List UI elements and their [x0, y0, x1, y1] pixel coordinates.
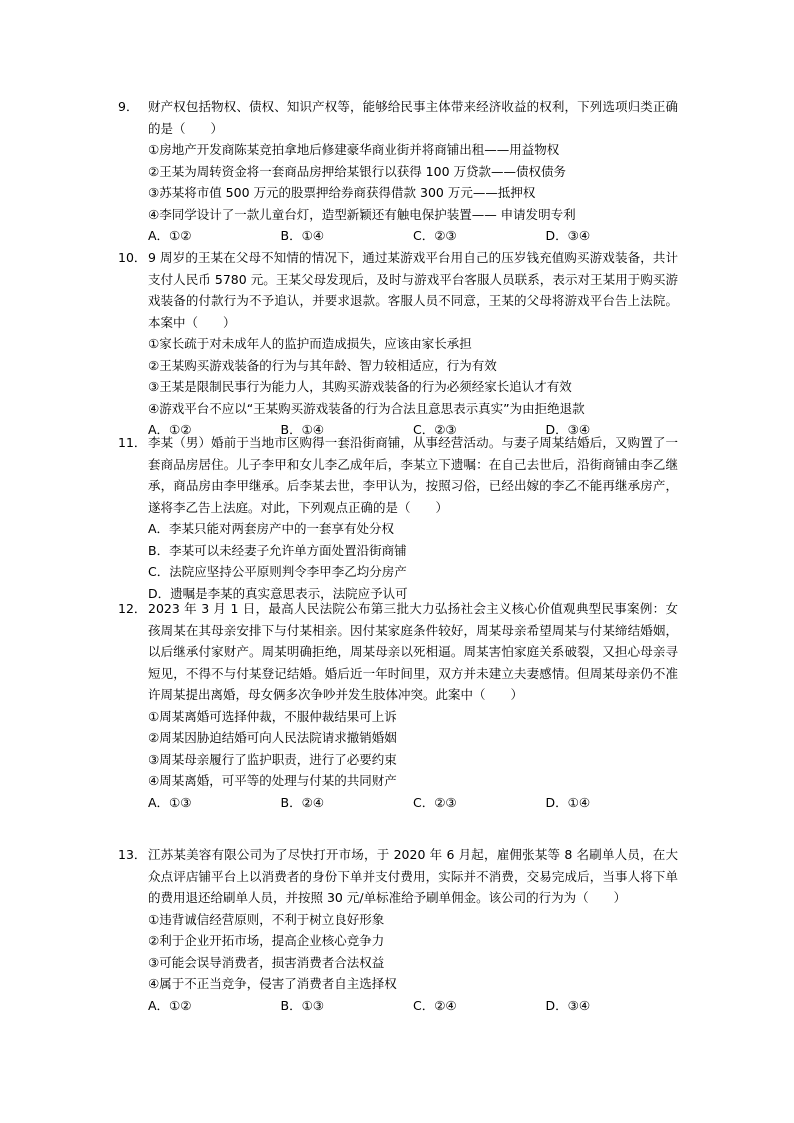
question-stem [118, 844, 678, 909]
option-item: ②王某购买游戏装备的行为与其年龄、智力较相适应，行为有效 [148, 357, 497, 373]
choice-d: D．③④ [545, 228, 591, 243]
answer-choices [118, 792, 678, 814]
option-item: A．李某只能对两套房产中的一套享有处分权 [148, 521, 395, 536]
choice-d: D．③④ [545, 422, 591, 437]
question-text: 江苏某美容有限公司为了尽快打开市场，于 2020 年 6 月起，雇佣张某等 8 名刷单人员，在大众点评店铺平台上以消费者的身份下单并支付费用，实际并不消费，交易完成后，当事人将下单的费用退还给刷单人员，并按照 30 元/单标准给予刷单佣金。该公司的行为为（ ） [148, 847, 678, 905]
option-item: ④属于不正当竞争，侵害了消费者自主选择权 [148, 976, 397, 991]
option-item: ①周某离婚可选择仲裁，不服仲裁结果可上诉 [148, 708, 397, 724]
choice-c: C．②③ [413, 422, 457, 437]
choice-d: D．③④ [545, 997, 591, 1013]
question-12 [118, 598, 678, 813]
option-item: ④周某离婚，可平等的处理与付某的共同财产 [148, 773, 397, 788]
question-stem [118, 598, 678, 706]
question-11 [118, 432, 678, 604]
answer-choices [118, 995, 678, 1017]
option-item: ①家长疏于对未成年人的监护而造成损失，应该由家长承担 [148, 336, 472, 351]
option-item: ②利于企业开拓市场，提高企业核心竞争力 [148, 933, 385, 948]
question-text: 9 周岁的王某在父母不知情的情况下，通过某游戏平台用自己的压岁钱充值购买游戏装备，共计支付人民币 5780 元。王某父母发现后，及时与游戏平台客服人员联系，表示对王某用于购买游戏装备的付款行为不予追认，并要求退款。客服人员不同意，王某的父母将游戏平台告上法院。本案中（ ） [148, 250, 678, 330]
choice-a: A．①② [148, 422, 192, 437]
choice-c: C．②④ [413, 997, 457, 1013]
option-item: ①违背诚信经营原则，不利于树立良好形象 [148, 911, 385, 927]
option-item: ③可能会误导消费者，损害消费者合法权益 [148, 954, 385, 970]
question-stem [118, 96, 678, 139]
option-item: ④李同学设计了一款儿童台灯，造型新颖还有触电保护装置—— 申请发明专利 [148, 206, 576, 222]
option-item: ③周某母亲履行了监护职责，进行了必要约束 [148, 751, 397, 767]
option-item: ④游戏平台不应以“王某购买游戏装备的行为合法且意思表示真实”为由拒绝退款 [148, 400, 585, 416]
option-item: C．法院应坚持公平原则判令李甲李乙均分房产 [148, 564, 407, 579]
question-number: 11． [118, 435, 147, 450]
choice-b: B．①④ [280, 228, 324, 243]
question-number: 9． [118, 99, 139, 114]
question-stem [118, 247, 678, 333]
choice-c: C．②③ [413, 794, 457, 810]
question-9 [118, 96, 678, 247]
option-item: ②王某为周转资金将一套商品房押给某银行以获得 100 万贷款——债权债务 [148, 163, 567, 179]
option-item: ①房地产开发商陈某竞拍拿地后修建豪华商业街并将商铺出租——用益物权 [148, 142, 560, 157]
choice-a: A．①③ [148, 794, 192, 810]
option-item: ③王某是限制民事行为能力人，其购买游戏装备的行为必须经家长追认才有效 [148, 379, 572, 394]
choice-d: D．①④ [545, 794, 591, 810]
question-13 [118, 844, 678, 1016]
question-number: 10． [118, 250, 147, 265]
answer-choices [118, 225, 678, 247]
question-text: 财产权包括物权、债权、知识产权等，能够给民事主体带来经济收益的权利，下列选项归类正确的是（ ） [148, 99, 678, 136]
question-10 [118, 247, 678, 441]
question-text: 2023 年 3 月 1 日，最高人民法院公布第三批大力弘扬社会主义核心价值观典型民事案例：女孩周某在其母亲安排下与付某相亲。因付某家庭条件较好，周某母亲希望周某与付某缔结婚姻，以后继承付家财产。周某明确拒绝，周某母亲以死相逼。周某害怕家庭关系破裂，又担心母亲寻短见，不得不与付某登记结婚。婚后近一年时间里，双方并未建立夫妻感情。但周某母亲仍不准许周某提出离婚，母女俩多次争吵并发生肢体冲突。此案中（ ） [148, 601, 678, 702]
question-number: 13． [118, 847, 147, 862]
option-item: D．遗嘱是李某的真实意思表示，法院应予认可 [148, 585, 408, 601]
choice-b: B．①③ [280, 997, 324, 1013]
choice-b: B．②④ [280, 794, 324, 810]
choice-a: A．①② [148, 997, 192, 1013]
option-item: ②周某因胁迫结婚可向人民法院请求撤销婚姻 [148, 730, 397, 745]
choice-b: B．①④ [280, 422, 324, 437]
option-item: ③苏某将市值 500 万元的股票押给券商获得借款 300 万元——抵押权 [148, 185, 536, 200]
question-stem [118, 432, 678, 518]
choice-c: C．②③ [413, 228, 457, 243]
choice-a: A．①② [148, 228, 192, 243]
question-text: 李某（男）婚前于当地市区购得一套沿街商铺，从事经营活动。与妻子周某结婚后，又购置了一套商品房居住。儿子李甲和女儿李乙成年后，李某立下遗嘱：在自己去世后，沿街商铺由李乙继承，商品房由李甲继承。后李某去世，李甲认为，按照习俗，已经出嫁的李乙不能再继承房产，遂将李乙告上法庭。对此，下列观点正确的是（ ） [148, 435, 678, 515]
option-item: B．李某可以未经妻子允许单方面处置沿街商铺 [148, 542, 407, 558]
question-number: 12． [118, 601, 147, 616]
